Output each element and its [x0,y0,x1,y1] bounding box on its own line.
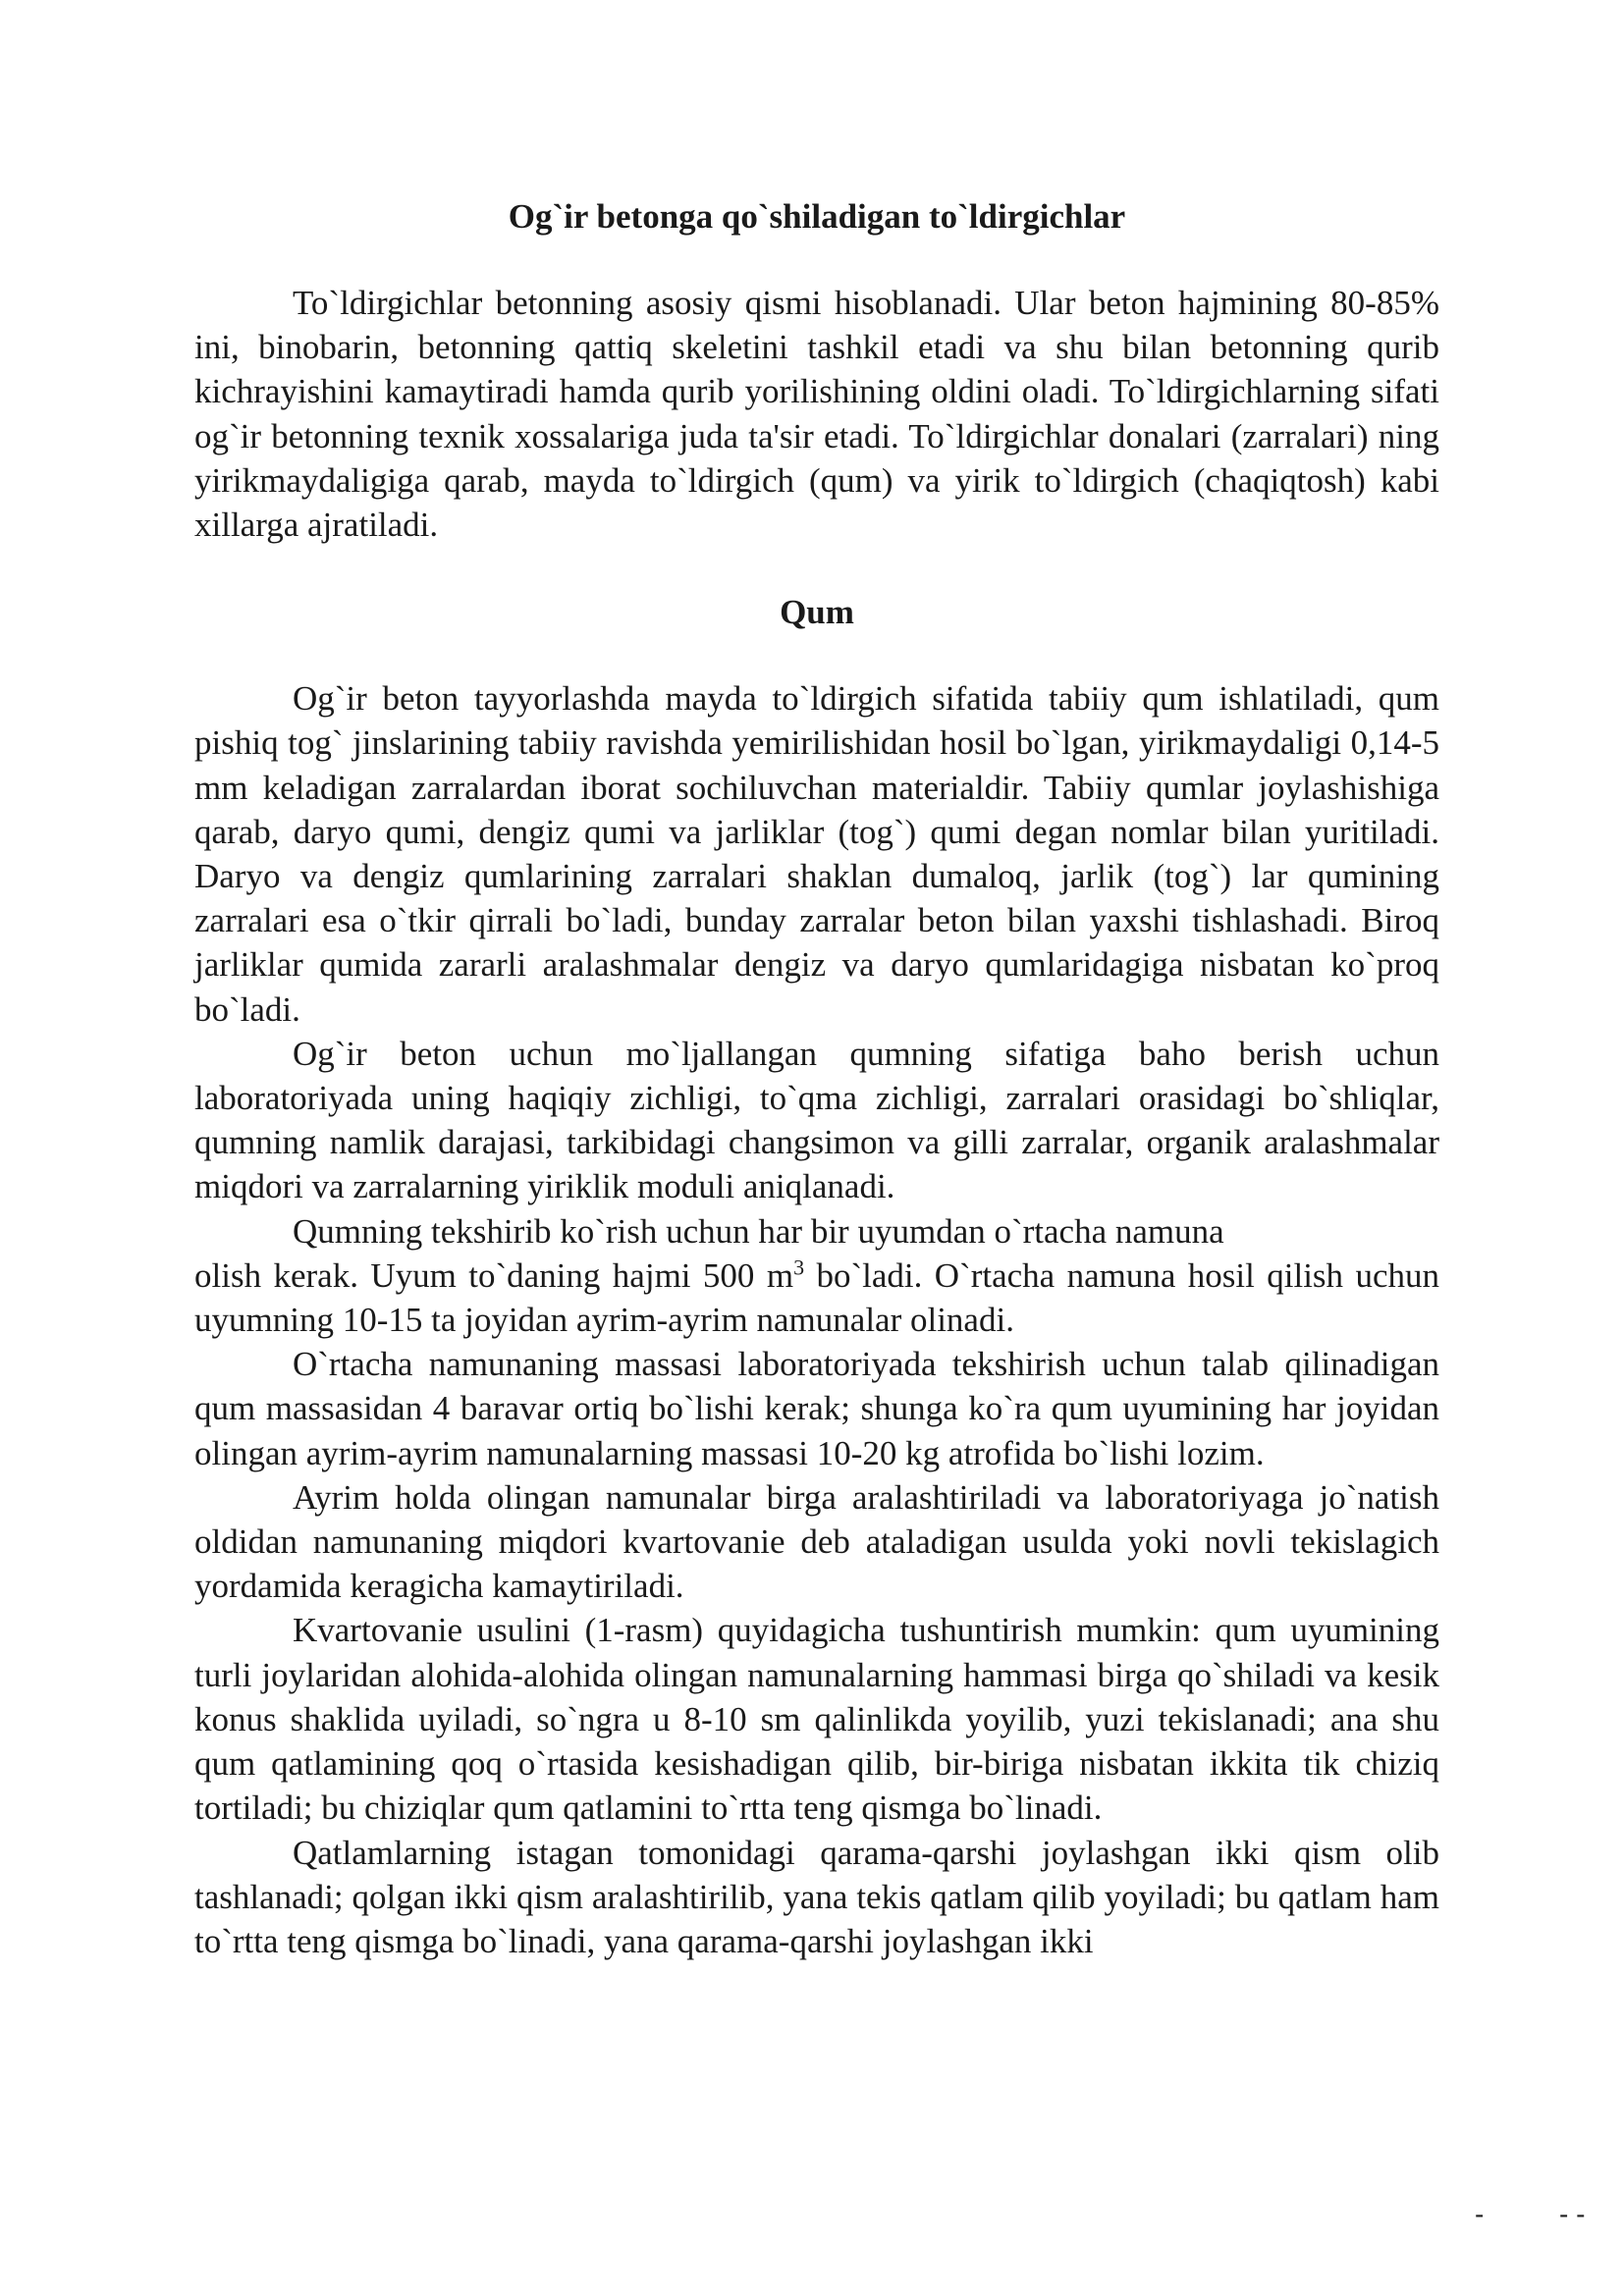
footer-mark-right: - - [1559,2199,1586,2229]
paragraph-6: Kvartovanie usulini (1-rasm) quyidagicha tushuntirish mumkin: qum uyumining turli joylaridan alohida-alohida olingan namunalarning hammasi birga qo`shiladi va kesik konus shaklida uyiladi, so`ngra u 8-10 sm qalinlikda yoyilib, yuzi tekislanadi; ana shu qum qatlamining qoq o`rtasida kesishadigan qilib, bir-biriga nisbatan ikkita tik chiziq tortiladi; bu chiziqlar qum qatlamini to`rtta teng qismga bo`linadi. [194,1611,1439,1828]
paragraph-3-rest [194,1254,1439,1342]
section-title: Qum [780,593,854,632]
paragraph-5: Ayrim holda olingan namunalar birga aralashtiriladi va laboratoriyaga jo`natish oldidan namunaning miqdori kvartovanie deb ataladigan usulda yoki novli tekislagich yordamida keragicha kamaytiriladi. [194,1477,1439,1606]
paragraph-2: Og`ir beton uchun mo`ljallangan qumning sifatiga baho berish uchun laboratoriyada uning haqiqiy zichligi, to`qma zichligi, zarralari orasidagi bo`shliqlar, qumning namlik darajasi, tarkibidagi changsimon va gilli zarralar, organik aralashmalar miqdori va zarralarning yiriklik moduli aniqlanadi. [194,1034,1439,1206]
paragraph-3-text-b: bo`ladi. O`rtacha namuna hosil qilish uchun uyumning 10-15 ta joyidan ayrim-ayrim namunalar olinadi. [194,1255,1439,1340]
paragraph-4: O`rtacha namunaning massasi laboratoriyada tekshirish uchun talab qilinadigan qum massasidan 4 baravar ortiq bo`lishi kerak; shunga ko`ra qum uyumining har joyidan olingan ayrim-ayrim namunalarning massasi 10-20 kg atrofida bo`lishi lozim. [194,1345,1439,1472]
document-page [194,194,1439,1963]
footer-mark-left: - [1475,2199,1485,2229]
paragraph-3-text-a: olish kerak. Uyum to`daning hajmi 500 m [194,1255,794,1295]
paragraph-3 [194,1209,1439,1343]
intro-paragraph: To`ldirgichlar betonning asosiy qismi hisoblanadi. Ular beton hajmining 80-85% ini, binobarin, betonning qattiq skeletini tashkil etadi va shu bilan betonning qurib kichrayishini kamaytiradi hamda qurib yorilishining oldini oladi. To`ldirgichlarning sifati og`ir betonning texnik xossalariga juda ta'sir etadi. To`ldirgichlar donalari (zarralari) ning yirikmaydaligiga qarab, mayda to`ldirgich (qum) va yirik to`ldirgich (chaqiqtosh) kabi xillarga ajratiladi. [194,284,1439,545]
paragraph-7: Qatlamlarning istagan tomonidagi qarama-qarshi joylashgan ikki qism olib tashlanadi; qolgan ikki qism aralashtirilib, yana tekis qatlam qilib yoyiladi; bu qatlam ham to`rtta teng qismga bo`linadi, yana qarama-qarshi joylashgan ikki [194,1833,1439,1960]
superscript-3: 3 [793,1255,805,1280]
document-title: Og`ir betonga qo`shiladigan to`ldirgichlar [508,197,1126,236]
paragraph-1: Og`ir beton tayyorlashda mayda to`ldirgich sifatida tabiiy qum ishlatiladi, qum pishiq tog` jinslarining tabiiy ravishda yemirilishidan hosil bo`lgan, yirikmaydaligi 0,14-5 mm keladigan zarralardan iborat sochiluvchan materialdir. Tabiiy qumlar joylashishiga qarab, daryo qumi, dengiz qumi va jarliklar (tog`) qumi degan nomlar bilan yuritiladi. Daryo va dengiz qumlarining zarralari shaklan dumaloq, jarlik (tog`) lar qumining zarralari esa o`tkir qirrali bo`ladi, bunday zarralar beton bilan yaxshi tishlashadi. Biroq jarliklar qumida zararli aralashmalar dengiz va daryo qumlaridagiga nisbatan ko`proq bo`ladi. [194,679,1439,1029]
paragraph-3-first-line: Qumning tekshirib ko`rish uchun har bir uyumdan o`rtacha namuna [293,1211,1224,1251]
